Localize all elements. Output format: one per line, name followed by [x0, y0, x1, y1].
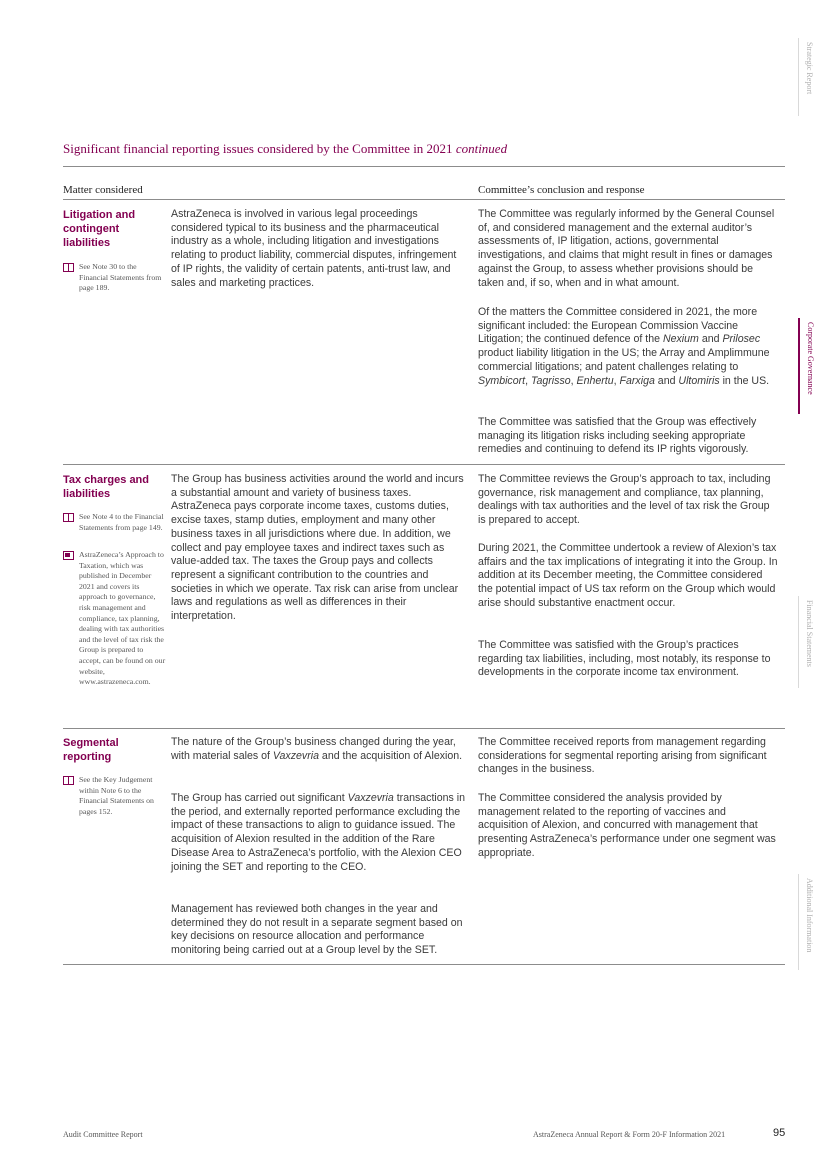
divider	[63, 728, 785, 729]
note-reference[interactable]	[63, 775, 167, 817]
book-icon	[63, 263, 74, 272]
note-reference[interactable]	[63, 512, 167, 533]
divider	[63, 166, 785, 167]
conclusion-paragraph: Of the matters the Committee considered in 2021, the more significant included: the European Commission Vaccine Litigation; the continued defence of the Nexium and Prilosec product liability litigation in the US; the Array and Amplimmune commercial litigations; and patent challenges relating to Symbicort, Tagrisso, Enhertu, Farxiga and Ultomiris in the US.	[478, 306, 770, 387]
conclusion-paragraph: The Committee reviews the Group’s approach to tax, including governance, risk management and compliance, tax planning, dealings with tax authorities and the level of tax risk the Group is prepared to accept.	[478, 473, 771, 527]
divider	[63, 464, 785, 465]
note-text: See Note 4 to the Financial Statements from page 149.	[79, 512, 164, 532]
column-header-conclusion: Committee’s conclusion and response	[478, 184, 645, 196]
matter-description: AstraZeneca is involved in various legal proceedings considered typical to its business and the pharmaceutical industry as a whole, including litigation and investigations relating to product liability, commercial disputes, infringement of IP rights, the validity of certain patents, anti-trust law, and sales and marketing practices.	[171, 208, 457, 289]
column-header-matter: Matter considered	[63, 184, 143, 196]
side-tab-label: Strategic Report	[805, 42, 814, 95]
conclusion-paragraph: The Committee received reports from management regarding considerations for segmental reporting arising from significant changes in the business.	[478, 736, 767, 776]
matter-title-tax: Tax charges and liabilities	[63, 474, 149, 500]
matter-title-litigation: Litigation and contingent liabilities	[63, 209, 136, 249]
note-reference[interactable]	[63, 262, 167, 294]
matter-description: The Group has business activities around the world and incurs a substantial amount and variety of business taxes. AstraZeneca pays corporate income taxes, customs duties, excise taxes, stamp duties, employment and many other business taxes in all jurisdictions where due. In addition, we collect and pay employee taxes and indirect taxes such as value-added tax. The taxes the Group pays and collects represent a significant contribution to the countries and societies in which we operate. Tax risk can arise from unclear laws and regulations as well as differences in their interpretation.	[171, 473, 464, 623]
section-title	[63, 141, 507, 157]
footer-publication: AstraZeneca Annual Report & Form 20-F Information 2021	[533, 1130, 726, 1139]
book-icon	[63, 513, 74, 522]
side-tab-label: Additional Information	[805, 878, 814, 953]
conclusion-paragraph: The Committee was regularly informed by the General Counsel of, and considered management and the external auditor’s assessments of, IP litigation, actions, governmental investigations, and claims that might result in fines or damages against the Group, to assess whether provisions should be taken and, if so, when and in what amount.	[478, 208, 775, 289]
side-tab-label: Corporate Governance	[806, 322, 815, 395]
matter-description: The nature of the Group’s business changed during the year, with material sales of Vaxzevria and the acquisition of Alexion.	[171, 736, 463, 762]
note-text: AstraZeneca’s Approach to Taxation, which was published in December 2021 and covers its approach to governance, risk management and compliance, tax planning, dealing with tax authorities and the level of tax risk the Group is prepared to accept, can be found on our website, www.astrazeneca.com.	[79, 550, 166, 687]
divider	[63, 199, 785, 200]
conclusion-paragraph: The Committee was satisfied that the Group was effectively managing its litigation risks including seeking appropriate remedies and continuing to defend its IP rights vigorously.	[478, 416, 757, 456]
conclusion-paragraph: The Committee considered the analysis provided by management related to the reporting of vaccines and acquisition of Alexion, and concurred with management that presenting AstraZeneca’s performance under one segment was appropriate.	[478, 792, 776, 859]
web-reference[interactable]	[63, 550, 167, 688]
side-tab-financial-statements[interactable]	[798, 596, 826, 688]
matter-title-segmental: Segmental reporting	[63, 737, 119, 763]
conclusion-paragraph: The Committee was satisfied with the Group’s practices regarding tax liabilities, including, most notably, its response to developments in the corporate income tax environment.	[478, 639, 771, 679]
note-text: See Note 30 to the Financial Statements from page 189.	[79, 262, 162, 293]
matter-description: The Group has carried out significant Vaxzevria transactions in the period, and externally reported performance excluding the impact of these transactions to align to guidance issued. The acquisition of Alexion resulted in the addition of the Rare Disease Area to AstraZeneca’s portfolio, with the Alexion CEO joining the SET and reporting to the CEO.	[171, 792, 466, 873]
side-tab-strategic-report[interactable]	[798, 38, 826, 116]
divider	[63, 964, 785, 965]
book-icon	[63, 776, 74, 785]
note-text: See the Key Judgement within Note 6 to the Financial Statements on pages 152.	[79, 775, 154, 816]
side-tab-additional-information[interactable]	[798, 874, 826, 970]
footer-section-name: Audit Committee Report	[63, 1130, 143, 1139]
matter-description: Management has reviewed both changes in the year and determined they do not result in a separate segment based on key decisions on resource allocation and performance monitoring being carried out at a Group level by the SET.	[171, 903, 463, 957]
side-tab-corporate-governance[interactable]	[798, 318, 826, 414]
section-title-text: Significant financial reporting issues considered by the Committee in 2021	[63, 141, 453, 156]
web-icon	[63, 551, 74, 560]
conclusion-paragraph: During 2021, the Committee undertook a review of Alexion’s tax affairs and the tax implications of integrating it into the Group. In addition at its December meeting, the Committee considered the potential impact of US tax reform on the Group which would arise should substantive enactment occur.	[478, 542, 778, 609]
page-number: 95	[773, 1127, 786, 1139]
section-title-suffix: continued	[455, 141, 508, 156]
side-tab-label: Financial Statements	[805, 600, 814, 667]
